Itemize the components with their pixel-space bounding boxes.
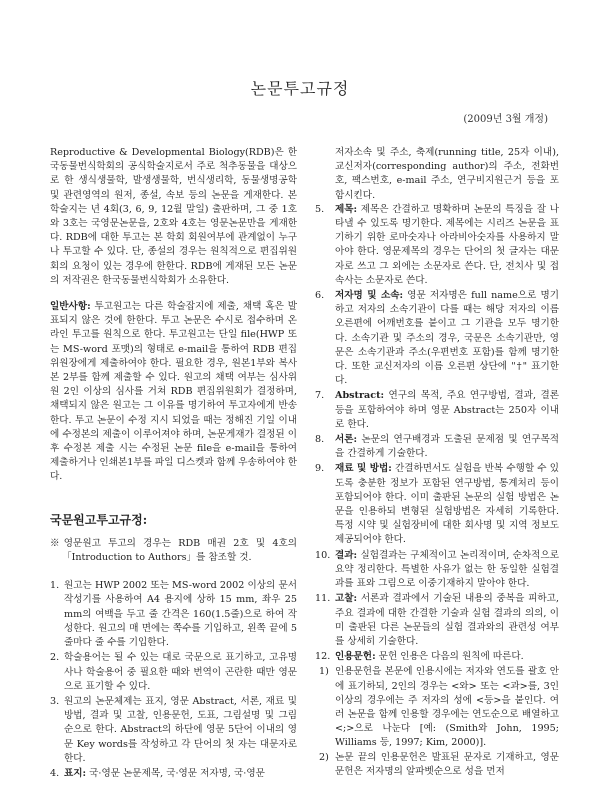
citation-sublist bbox=[315, 665, 559, 779]
subitem-number: 1) bbox=[319, 666, 329, 678]
rule-item bbox=[315, 433, 559, 461]
item-label: 인용문헌: bbox=[335, 651, 376, 663]
item-label: 고찰: bbox=[335, 593, 358, 605]
subitem-text: 논문 끝의 인용문헌은 발표된 문자로 기재하고, 영문 문헌은 저자명의 알파벳순으로 성을 먼저 bbox=[335, 751, 559, 777]
rule-item bbox=[315, 650, 559, 664]
item-text: 학술용어는 될 수 있는 대로 국문으로 표기하고, 고유명사나 학술용어 중 필요한 때와 번역이 곤란한 때만 영문으로 표기할 수 있다. bbox=[64, 652, 297, 692]
page-title: 논문투고규정 bbox=[250, 79, 350, 98]
item-label: 저자명 및 소속: bbox=[335, 290, 404, 302]
item-text: 제목은 간결하고 명확하며 논문의 특징을 잘 나타낼 수 있도록 명기한다. 제목에는 시리즈 논문을 표기하기 위한 로마숫자나 아라비아숫자를 사용하지 말아야 한다. 영문제목의 경우는 단어의 첫 글자는 대문자로 쓰고 그 외에는 소문자로 쓴다. 단, 전치사 및 접속사는 소문자로 쓴다. bbox=[335, 203, 559, 286]
item-text: 원고의 논문체제는 표지, 영문 Abstract, 서론, 재료 및 방법, 결과 및 고찰, 인용문헌, 도표, 그림설명 및 그림 순으로 한다. Abstract의 하단에 영문 5단어 이내의 영문 Key words를 작성하고 각 단어의 첫 자는 대문자로 한다. bbox=[64, 695, 297, 764]
citation-subitem bbox=[315, 665, 559, 750]
item-text: 원고는 HWP 2002 또는 MS-word 2002 이상의 문서작성기를 사용하여 A4 용지에 상하 15 mm, 좌우 25 mm의 여백을 두고 줄 간격은 160(1.5줄)으로 하여 작성한다. 원고의 매 면에는 쪽수를 기입하고, 왼쪽 끝에 5줄마다 줄 수를 기입한다. bbox=[64, 580, 297, 649]
item-label: Abstract: bbox=[335, 390, 385, 402]
citation-subitem bbox=[315, 751, 559, 779]
item-label: 서론: bbox=[335, 434, 358, 446]
rule-item bbox=[315, 462, 559, 547]
general-paragraph bbox=[50, 300, 297, 485]
subitem-number: 2) bbox=[319, 751, 329, 763]
item-number: 5. bbox=[315, 203, 325, 215]
item-text: 간결하면서도 실험을 반복 수행할 수 있도록 충분한 정보가 포함된 연구방법, 통계처리 등이 포함되어야 한다. 이미 출판된 논문의 실험 방법은 논문을 인용하되 변형된 실험방법은 자세히 기록한다. 특정 시약 및 실험장비에 대한 회사명 및 지역 정보도 제공되어야 한다. bbox=[335, 463, 560, 546]
item-label: 제목: bbox=[335, 203, 358, 215]
general-text: 투고원고는 다른 학술잡지에 제출, 채택 혹은 발표되지 않은 것에 한한다. 투고 논문은 수시로 접수하며 온라인 투고를 원칙으로 한다. 투고원고는 단일 file(HWP 또는 MS-word 포맷)의 형태로 e-mail을 통하여 RDB 편집위원장에게 제출하여야 한다. 필요한 경우, 원본1부와 복사본 2부를 함께 제출할 수 있다. 원고의 채택 여부는 심사위원 2인 이상의 심사를 거쳐 RDB 편집위원회가 결정하며, 채택되지 않은 원고는 그 이유를 명기하여 투고자에게 반송한다. 투고 논문이 수정 지시 되었을 때는 정해진 기일 이내에 수정본의 제출이 이루어져야 하며, 논문게재가 결정된 이 후 수정본 제출 시는 수정된 논문 file을 e-mail을 통하여 제출하거나 인쇄본1부를 파일 디스켓과 함께 우송하여야 한다. bbox=[50, 301, 297, 483]
rule-item bbox=[315, 389, 559, 432]
revision-date: (2009년 3월 개정) bbox=[463, 114, 548, 125]
rule-item bbox=[315, 592, 559, 649]
item-label: 결과: bbox=[335, 549, 358, 561]
rule-item bbox=[315, 203, 559, 288]
intro-paragraph: Reproductive & Developmental Biology(RDB)은 한국동물번식학회의 공식학술지로서 주로 척추동물을 대상으로 한 생식생물학, 발생생물학, 번식생리학, 동물생명공학 및 관련영역의 원저, 종설, 속보 등의 논문을 게재한다. 본 학술지는 년 4회(3, 6, 9, 12월 말일) 출판하며, 그 중 1호와 3호는 국영문논문을, 2호와 4호는 영문논문만을 게재한다. RDB에 대한 투고는 본 학회 회원여부에 관계없이 누구나 투고할 수 있다. 단, 종설의 경우는 원칙적으로 편집위원회의 요청이 있는 경우에 한한다. RDB에 게재된 모든 논문의 저작권은 한국동물번식학회가 소유한다. bbox=[50, 147, 297, 286]
english-manuscript-note: ※영문원고 투고의 경우는 RDB 매권 2호 및 4호의 「Introduction to Authors」를 참조할 것. bbox=[50, 537, 297, 564]
item-number: 1. bbox=[50, 580, 60, 592]
item-number: 12. bbox=[315, 651, 331, 663]
general-lead: 일반사항: bbox=[50, 301, 91, 313]
cover-continuation: 저자소속 및 주소, 축제(running title, 25자 이내), 교신저자(corresponding author)의 주소, 전화번호, 팩스번호, e-mail 주소, 연구비지원근거 등을 포함시킨다. bbox=[335, 147, 559, 201]
item-label: 재료 및 방법: bbox=[335, 463, 392, 475]
item-number: 10. bbox=[315, 549, 331, 561]
subitem-text: 인용문헌을 본문에 인용시에는 저자와 연도를 괄호 안에 표기하되, 2인의 경우는 <와> 또는 <과>를, 3인 이상의 경우에는 주 저자의 성에 <등>을 붙인다. 여러 논문을 함께 인용할 경우에는 연도순으로 배열하고 <;>으로 나눈다 [예: (Smith와 John, 1995; Williams 등, 1997; Kim, 2000)]. bbox=[335, 666, 559, 749]
item-text: 실험결과는 구체적이고 논리적이며, 순차적으로 요약 정리한다. 특별한 사유가 없는 한 동일한 실험결과를 표와 그림으로 이중기재하지 말아야 한다. bbox=[335, 549, 559, 590]
rule-item bbox=[50, 579, 297, 650]
item-number: 4. bbox=[50, 767, 60, 779]
item-number: 7. bbox=[315, 390, 325, 402]
rule-item bbox=[50, 767, 297, 781]
item-number: 3. bbox=[50, 695, 60, 707]
rule-item bbox=[50, 695, 297, 766]
right-column bbox=[315, 146, 559, 779]
item-number: 2. bbox=[50, 652, 60, 664]
rule-item bbox=[50, 651, 297, 694]
item-text: 국·영문 논문제목, 국·영문 저자명, 국·영문 bbox=[86, 767, 265, 779]
item-number: 11. bbox=[315, 593, 331, 605]
rule-item bbox=[315, 289, 559, 388]
item-text: 문헌 인용은 다음의 원칙에 따른다. bbox=[375, 651, 524, 663]
item-text: 영문 저자명은 full name으로 명기하고 저자의 소속기관이 다를 때는 해당 저자의 이름 오른편에 어깨번호를 붙이고 그 기관을 모두 명기한다. 소속기관 및 주소의 경우, 국문은 소속기관만, 영문은 소속기관과 주소(우편번호 포함)를 함께 명기한다. 또한 교신저자의 이름 오른편 상단에 "†" 표기한다. bbox=[335, 290, 559, 387]
rule-item bbox=[315, 549, 559, 592]
left-column bbox=[50, 146, 297, 782]
item-text: 서론과 결과에서 기술된 내용의 중복을 피하고, 주요 결과에 대한 간결한 기술과 실험 결과의 의의, 이미 출판된 다른 논문들의 실험 결과와의 관련성 여부를 상세히 기술한다. bbox=[335, 593, 559, 647]
item-text: 연구의 목적, 주요 연구방법, 결과, 결론 등을 포함하여야 하며 영문 Abstract는 250자 이내로 한다. bbox=[335, 390, 559, 430]
section-heading: 국문원고투고규정: bbox=[50, 512, 148, 527]
rules-list-left bbox=[50, 579, 297, 781]
item-text: 논문의 연구배경과 도출된 문제점 및 연구목적을 간결하게 기술한다. bbox=[335, 434, 559, 460]
rules-list-right bbox=[315, 203, 559, 665]
item-label: 표지: bbox=[64, 767, 87, 779]
item-number: 8. bbox=[315, 434, 325, 446]
item-number: 6. bbox=[315, 290, 325, 302]
item-number: 9. bbox=[315, 463, 325, 475]
